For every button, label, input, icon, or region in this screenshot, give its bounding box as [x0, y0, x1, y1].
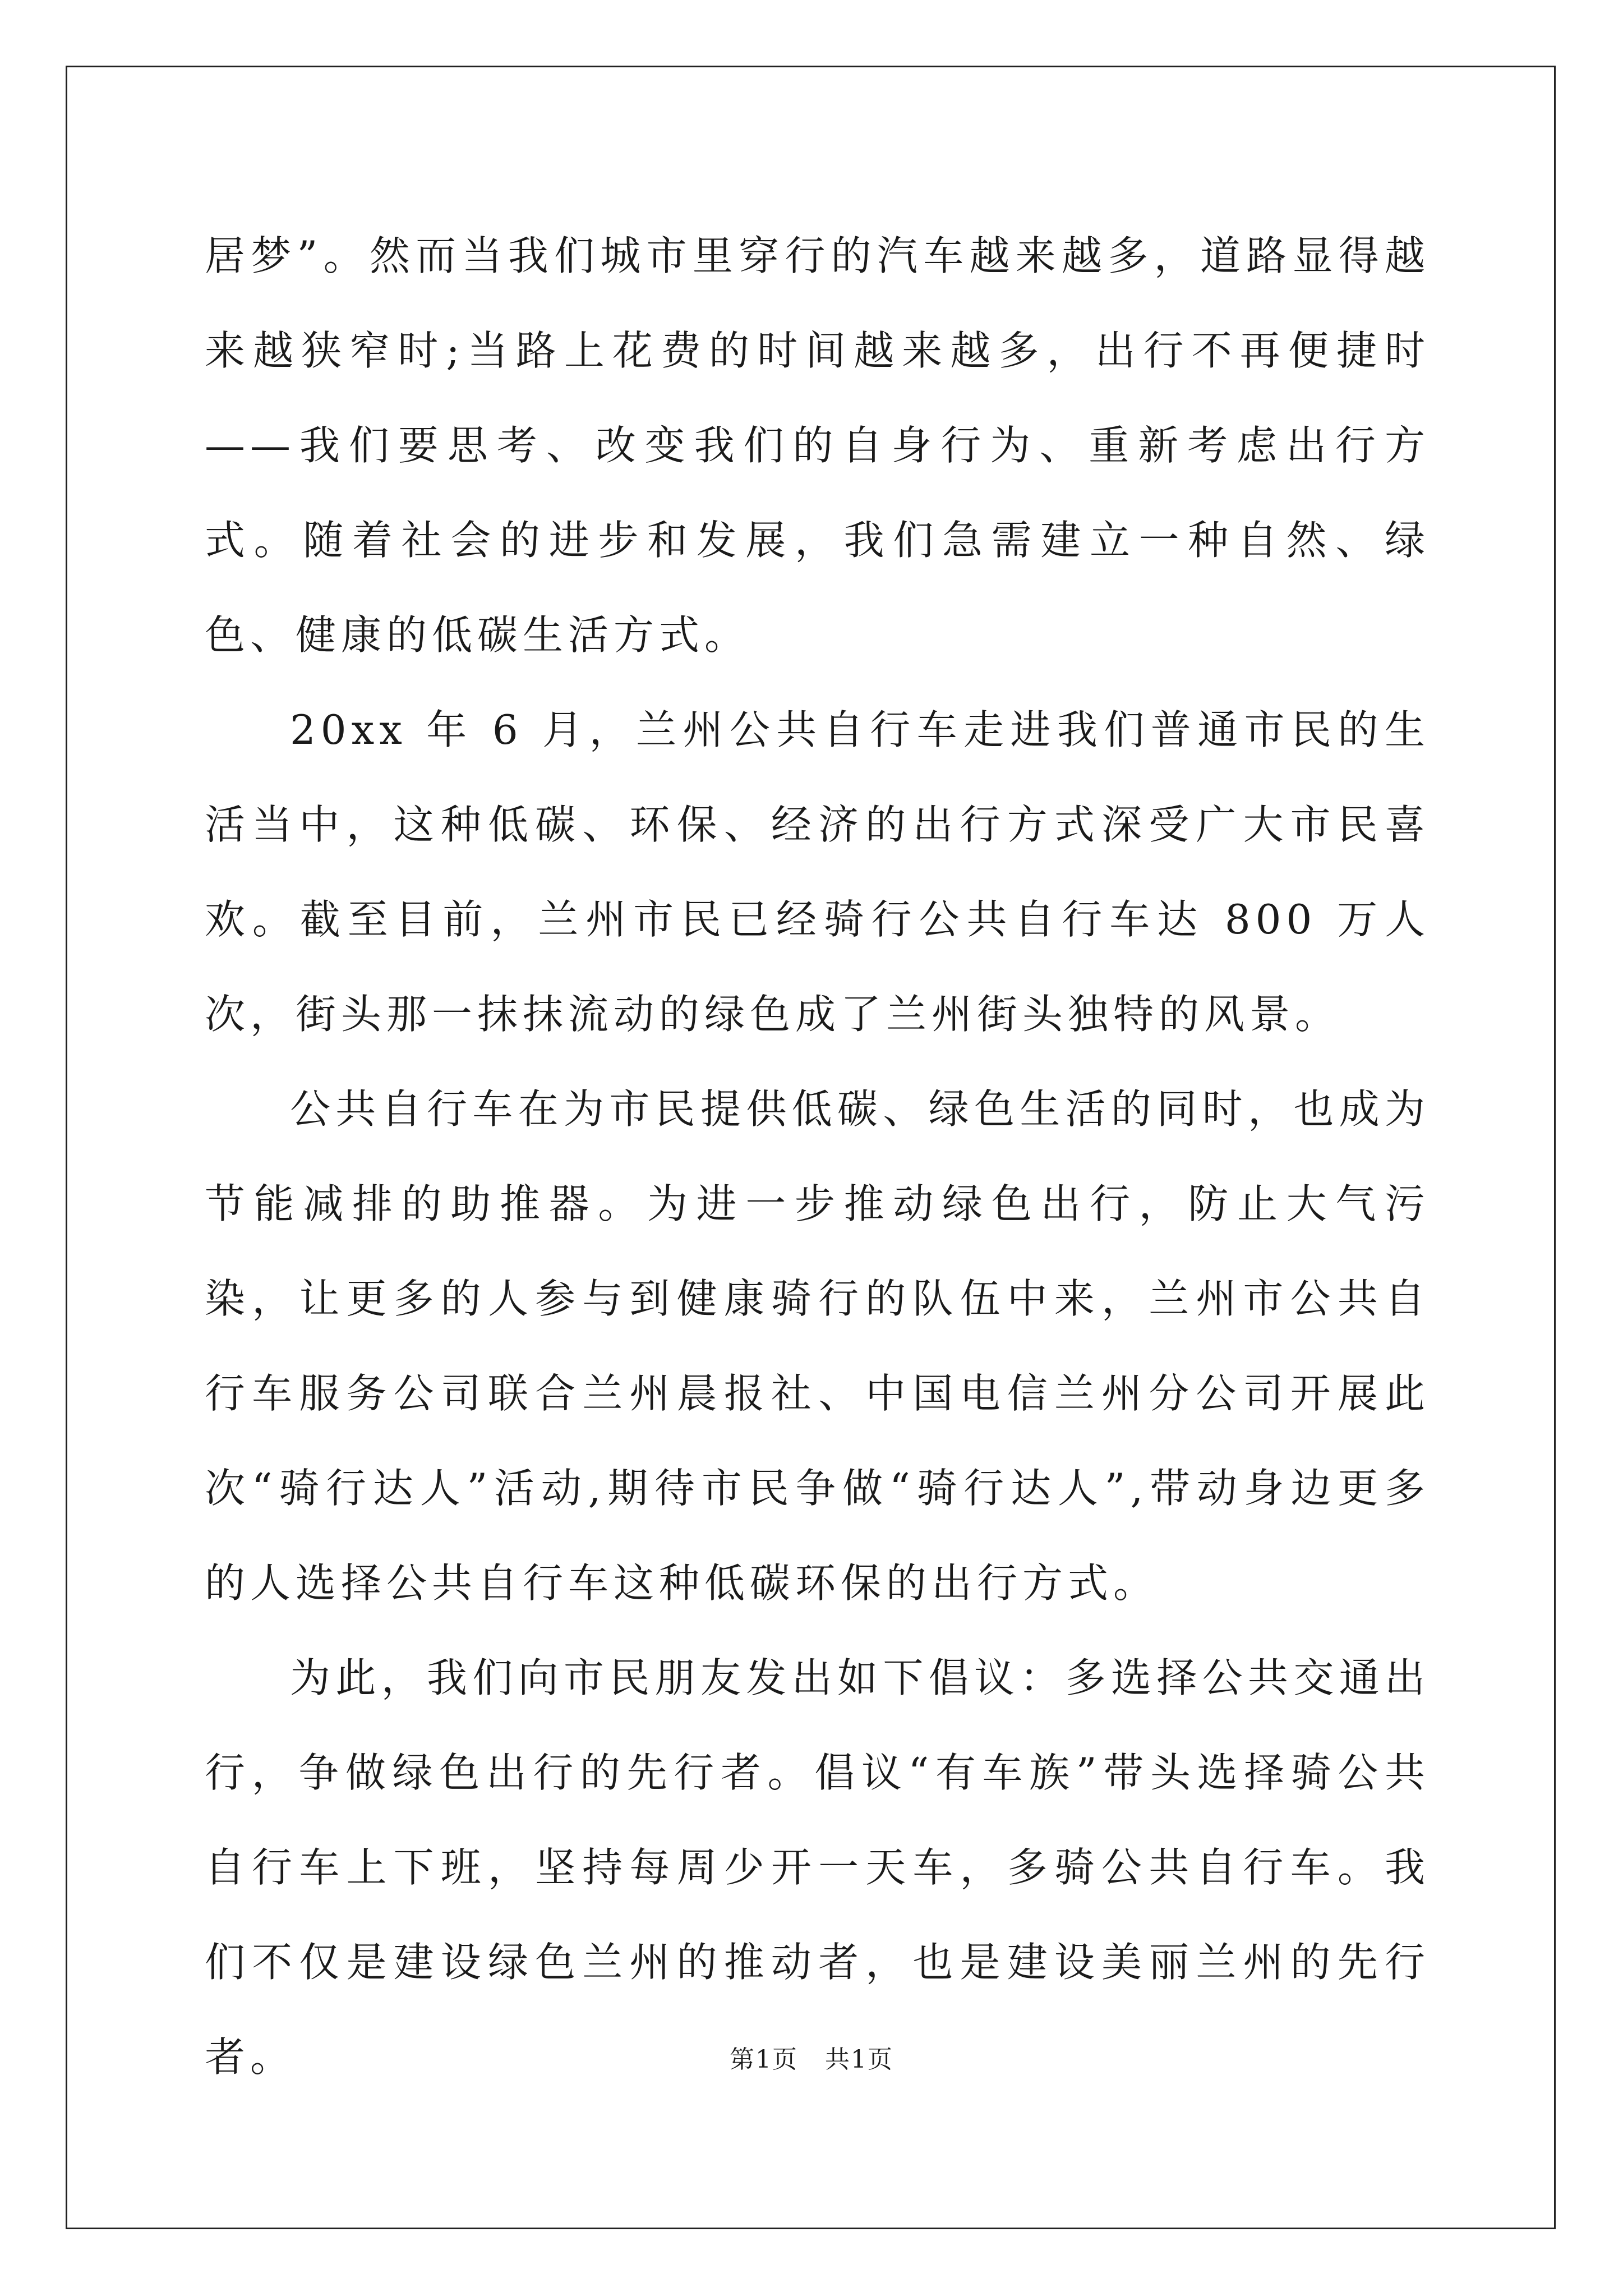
page-footer [0, 2043, 1623, 2077]
paragraph-1: 居梦”。然而当我们城市里穿行的汽车越来越多，道路显得越来越狭窄时;当路上花费的时间越来越多，出行不再便捷时——我们要思考、改变我们的自身行为、重新考虑出行方式。随着社会的进步和发展，我们急需建立一种自然、绿色、健康的低碳生活方式。 [205, 232, 1430, 659]
page-number-current: 第1页 [730, 2045, 798, 2074]
page-number-total: 共1页 [825, 2045, 893, 2074]
document-body [205, 209, 1430, 2105]
paragraph-4: 为此，我们向市民朋友发出如下倡议：多选择公共交通出行，争做绿色出行的先行者。倡议“有车族”带头选择骑公共自行车上下班，坚持每周少开一天车，多骑公共自行车。我们不仅是建设绿色兰州的推动者，也是建设美丽兰州的先行者。 [205, 1654, 1430, 2081]
paragraph-2: 20xx 年 6 月，兰州公共自行车走进我们普通市民的生活当中，这种低碳、环保、经济的出行方式深受广大市民喜欢。截至目前，兰州市民已经骑行公共自行车达 800 万人次，街头那一抹抹流动的绿色成了兰州街头独特的风景。 [205, 706, 1430, 1038]
paragraph-3: 公共自行车在为市民提供低碳、绿色生活的同时，也成为节能减排的助推器。为进一步推动绿色出行，防止大气污染，让更多的人参与到健康骑行的队伍中来，兰州市公共自行车服务公司联合兰州晨报社、中国电信兰州分公司开展此次“骑行达人”活动,期待市民争做“骑行达人”,带动身边更多的人选择公共自行车这种低碳环保的出行方式。 [205, 1085, 1430, 1607]
